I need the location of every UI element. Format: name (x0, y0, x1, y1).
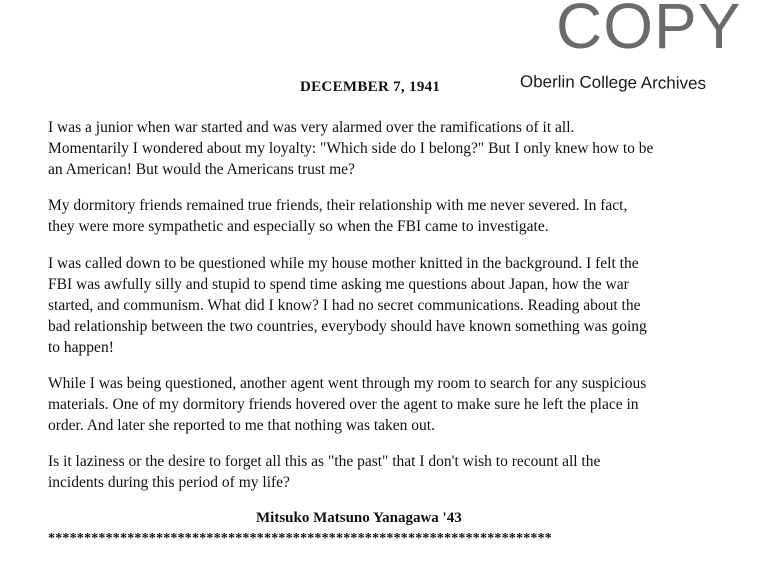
paragraph-line: bad relationship between the two countries, everybody should have known something was going (48, 318, 647, 335)
paragraph-line: My dormitory friends remained true friends, their relationship with me never severed. In fact, (48, 197, 628, 214)
paragraph-line: While I was being questioned, another agent went through my room to search for any suspicious (48, 375, 647, 392)
copy-stamp: COPY (556, 0, 742, 62)
paragraph-line: started, and communism. What did I know? I had no secret communications. Reading about the (48, 297, 641, 314)
document-date-heading: DECEMBER 7, 1941 (300, 79, 441, 95)
paragraph-3 (48, 253, 647, 358)
paragraph-line: order. And later she reported to me that nothing was taken out. (48, 417, 435, 434)
author-signature: Mitsuko Matsuno Yanagawa '43 (256, 510, 462, 526)
asterisk-divider: ********************************************************************** (48, 531, 552, 546)
paragraph-line: an American! But would the Americans trust me? (48, 161, 355, 178)
archives-stamp: Oberlin College Archives (519, 72, 707, 93)
paragraph-1 (48, 117, 653, 180)
paragraph-line: I was called down to be questioned while my house mother knitted in the background. I felt the (48, 255, 639, 272)
paragraph-line: I was a junior when war started and was very alarmed over the ramifications of it all. (48, 119, 575, 136)
paragraph-line: to happen! (48, 339, 114, 356)
paragraph-line: materials. One of my dormitory friends hovered over the agent to make sure he left the place in (48, 396, 639, 413)
paragraph-line: Is it laziness or the desire to forget all this as "the past" that I don't wish to recount all the (48, 453, 601, 470)
paragraph-line: FBI was awfully silly and stupid to spend time asking me questions about Japan, how the war (48, 276, 629, 293)
paragraph-5 (48, 451, 600, 493)
paragraph-4 (48, 373, 646, 436)
paragraph-2 (48, 195, 627, 237)
paragraph-line: Momentarily I wondered about my loyalty: "Which side do I belong?" But I only knew how to be (48, 140, 654, 157)
paragraph-line: incidents during this period of my life? (48, 474, 290, 491)
paragraph-line: they were more sympathetic and especially so when the FBI came to investigate. (48, 218, 549, 235)
